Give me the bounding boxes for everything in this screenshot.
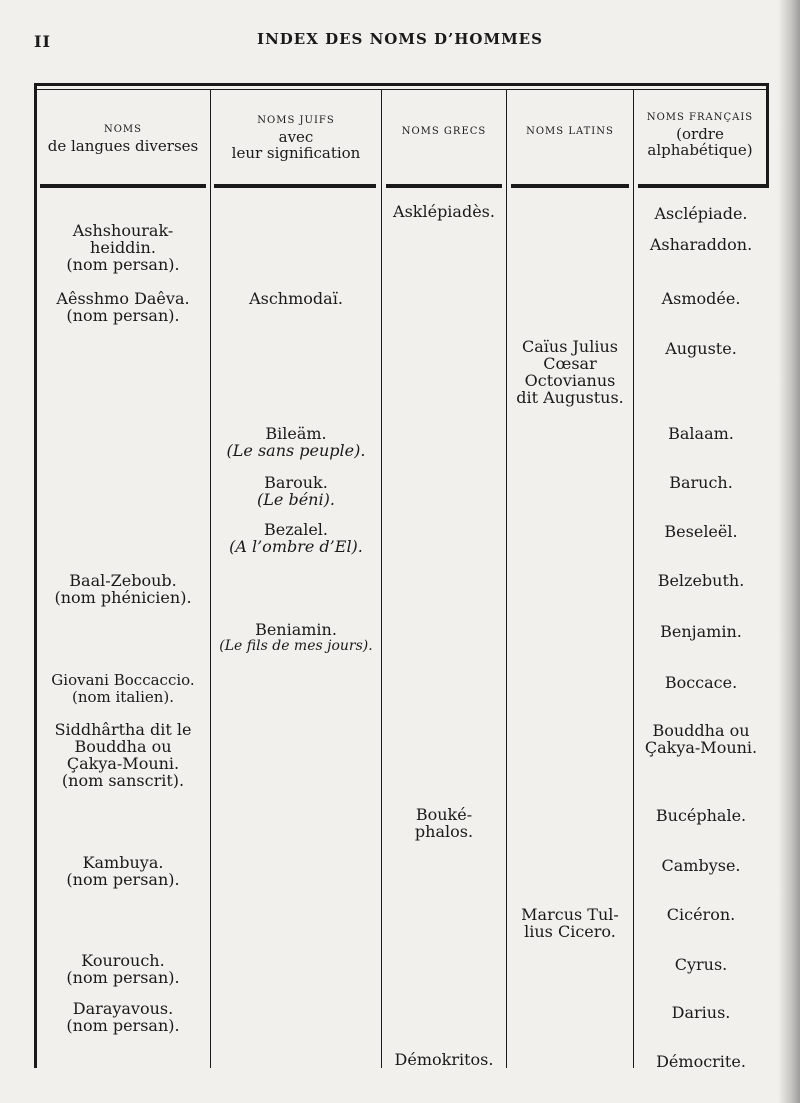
line: Bouddha ou — [652, 721, 750, 740]
header-text: de langues diverses — [47, 137, 199, 155]
binding-edge — [778, 0, 800, 1103]
page-title: INDEX DES NOMS D’HOMMES — [257, 30, 543, 48]
line: Ashshourak- — [72, 221, 174, 240]
juif-name — [212, 621, 380, 655]
francais-name: Belzebuth. — [657, 571, 745, 590]
francais-name: Asmodée. — [661, 289, 741, 308]
divers-name — [38, 222, 208, 273]
line: Bezalel. — [264, 520, 328, 539]
column-header-grecs — [383, 124, 505, 140]
francais-name: Benjamin. — [660, 622, 742, 641]
divers-name — [38, 672, 208, 706]
divers-name — [38, 1000, 208, 1034]
column-divider — [381, 90, 382, 1068]
line: Giovani Boccaccio. — [51, 671, 195, 689]
line: (Le fils de mes jours). — [219, 638, 373, 654]
column-divider — [633, 90, 634, 1068]
francais-name: Balaam. — [668, 424, 734, 443]
juif-name — [212, 474, 380, 508]
francais-name: Auguste. — [665, 339, 737, 358]
line: Darayavous. — [72, 999, 174, 1018]
francais-name — [635, 722, 767, 756]
header-text: alphabétique) — [647, 141, 753, 159]
line: lius Cicero. — [524, 922, 616, 941]
line: Caïus Julius — [522, 337, 618, 356]
divers-name — [38, 721, 208, 789]
francais-name: Cicéron. — [666, 905, 736, 924]
table-right-border — [766, 83, 769, 188]
line: Bileäm. — [265, 424, 327, 443]
header-text: leur signification — [231, 144, 361, 162]
francais-name: Beseleël. — [664, 522, 738, 541]
line: (A l’ombre d’El). — [229, 537, 363, 556]
line: (nom persan). — [66, 968, 180, 987]
header-underline — [40, 184, 206, 188]
header-underline — [214, 184, 376, 188]
column-divider — [210, 90, 211, 1068]
line: (Le béni). — [257, 490, 335, 509]
divers-name — [38, 952, 208, 986]
line: Kambuya. — [82, 853, 164, 872]
francais-name: Démocrite. — [656, 1052, 746, 1071]
line: (nom phénicien). — [54, 588, 192, 607]
line: (nom sanscrit). — [61, 771, 185, 790]
table-left-border — [34, 83, 37, 1068]
header-underline — [638, 184, 766, 188]
francais-name: Darius. — [671, 1003, 731, 1022]
francais-name: Baruch. — [669, 473, 733, 492]
table-top-rule — [34, 83, 769, 86]
line: phalos. — [414, 822, 474, 841]
line: Çakya-Mouni. — [66, 754, 180, 773]
header-text: (ordre — [676, 125, 724, 143]
line: Çakya-Mouni. — [644, 738, 758, 757]
juif-name: Aschmodaï. — [249, 289, 343, 308]
line: Cœsar — [543, 354, 597, 373]
line: Bouddha ou — [74, 737, 172, 756]
line: Bouké- — [415, 805, 473, 824]
line: Kourouch. — [81, 951, 165, 970]
line: (Le sans peuple). — [226, 441, 366, 460]
line: (nom persan). — [66, 870, 180, 889]
line: Baal-Zeboub. — [69, 571, 177, 590]
column-header-francais — [635, 110, 765, 158]
page-number: II — [34, 32, 51, 51]
column-header-divers — [38, 122, 208, 154]
grec-name: Démokritos. — [394, 1050, 494, 1069]
francais-name: Bucéphale. — [655, 806, 747, 825]
divers-name — [38, 572, 208, 606]
header-underline — [386, 184, 502, 188]
header-text: avec — [278, 128, 314, 146]
header-caps: NOMS — [103, 124, 143, 135]
column-header-latins — [508, 124, 632, 140]
header-caps: NOMS JUIFS — [257, 115, 335, 126]
header-underline — [511, 184, 629, 188]
header-caps: NOMS LATINS — [526, 126, 614, 137]
column-divider — [506, 90, 507, 1068]
line: (nom persan). — [66, 1016, 180, 1035]
francais-name: Cambyse. — [661, 856, 741, 875]
divers-name — [38, 854, 208, 888]
line: Aêsshmo Daêva. — [56, 289, 190, 308]
francais-name: Asclépiade. — [654, 204, 748, 223]
line: Octovianus — [524, 371, 616, 390]
line: (nom persan). — [66, 306, 180, 325]
latin-name — [508, 906, 632, 940]
header-caps: NOMS FRANÇAIS — [646, 112, 754, 123]
francais-name: Boccace. — [664, 673, 738, 692]
line: Beniamin. — [255, 620, 337, 639]
francais-name: Asharaddon. — [649, 235, 753, 254]
line: Marcus Tul- — [521, 905, 619, 924]
line: (nom persan). — [66, 255, 180, 274]
line: heiddin. — [90, 238, 156, 257]
header-caps: NOMS GRECS — [401, 126, 487, 137]
line: Barouk. — [264, 473, 328, 492]
line: Siddhârtha dit le — [54, 720, 192, 739]
latin-name — [508, 338, 632, 406]
table-top-rule-thin — [34, 89, 769, 90]
francais-name: Cyrus. — [674, 955, 728, 974]
juif-name — [212, 425, 380, 459]
grec-name: Asklépiadès. — [393, 202, 495, 221]
divers-name — [38, 290, 208, 324]
column-header-juifs — [212, 113, 380, 161]
line: (nom italien). — [71, 688, 175, 706]
grec-name — [383, 806, 505, 840]
line: dit Augustus. — [516, 388, 624, 407]
juif-name — [212, 521, 380, 555]
